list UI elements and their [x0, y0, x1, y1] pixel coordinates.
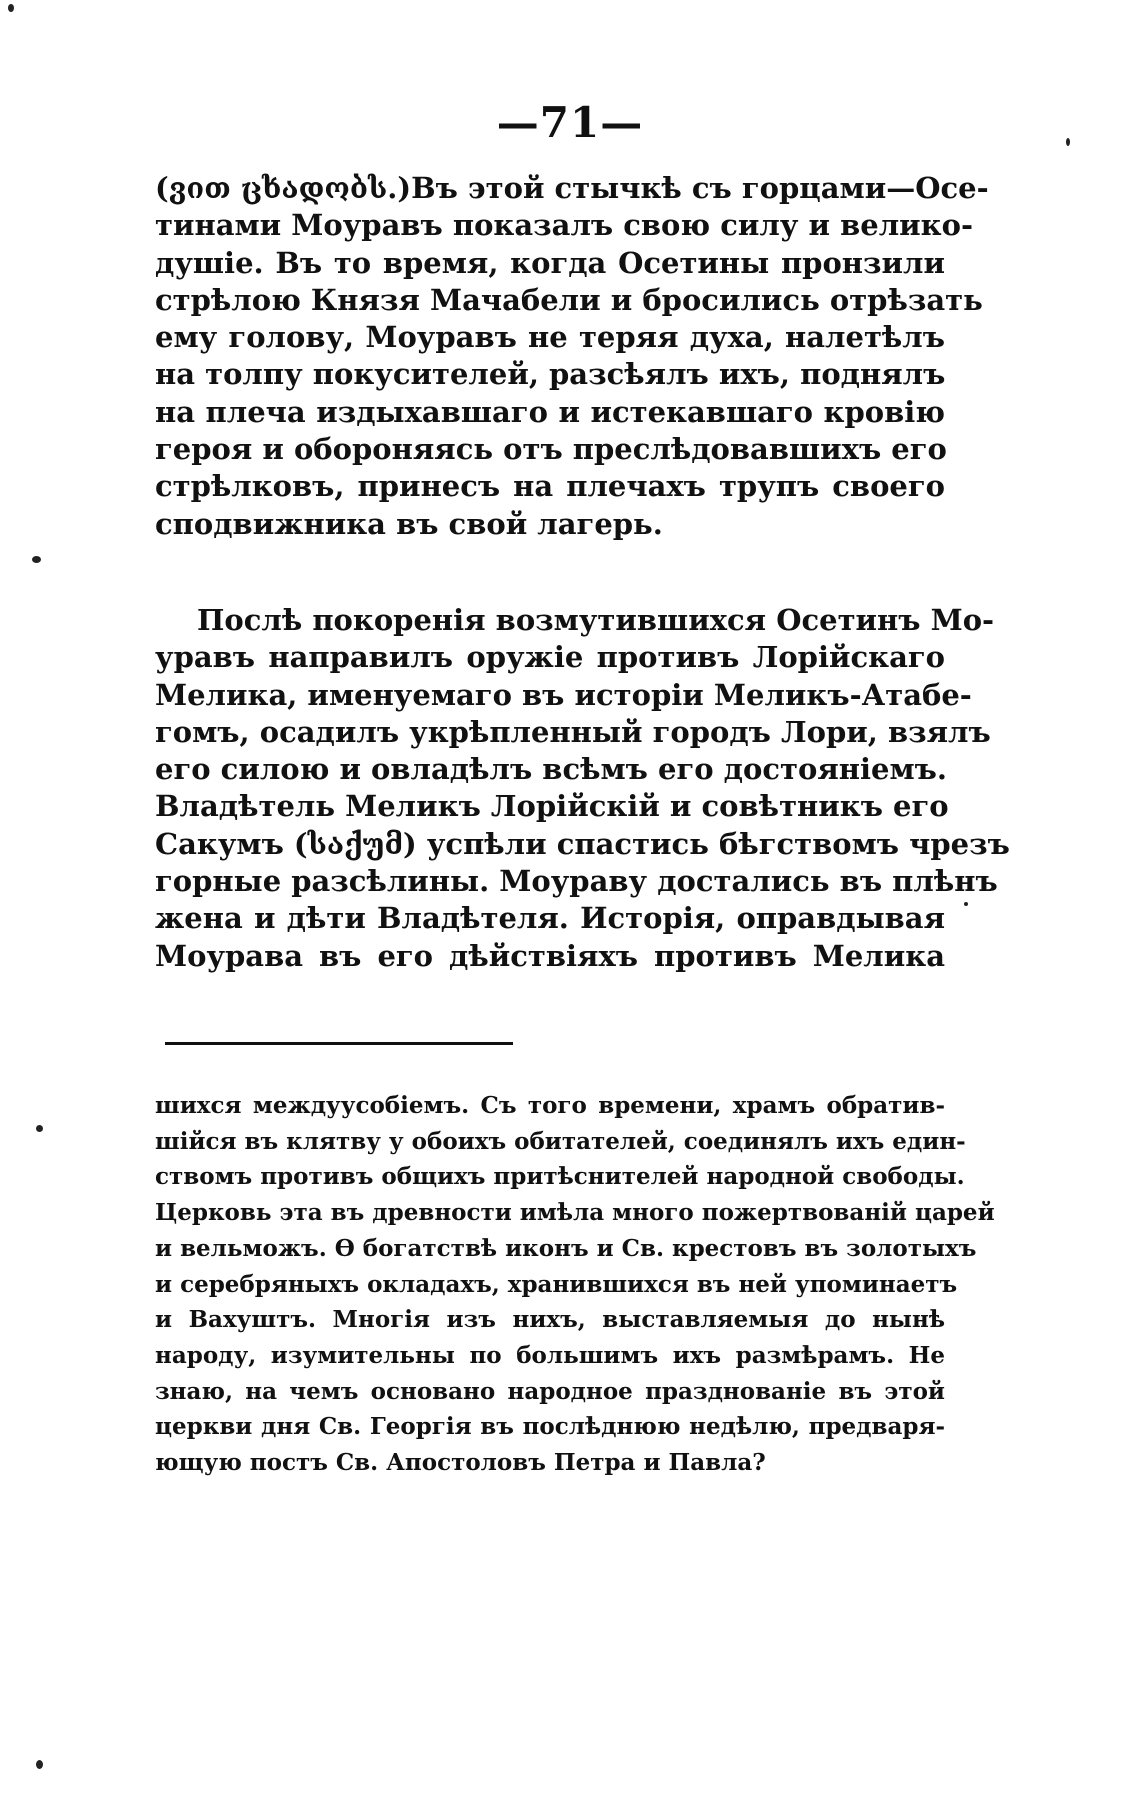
text-line: на плеча издыхавшаго и истекавшаго кровію	[155, 394, 945, 429]
main-paragraph-2	[155, 602, 1010, 975]
text-line: стрѣлою Князя Мачабели и бросились отрѣзать	[155, 282, 983, 317]
text-line: Послѣ покоренія возмутившихся Осетинъ Мо-	[197, 603, 995, 637]
text-line: (ვით ცხადობს.)Въ этой стычкѣ съ горцами—Осе-	[155, 171, 989, 205]
scan-speck	[964, 902, 968, 906]
footnote-line: и серебряныхъ окладахъ, хранившихся въ ней упоминаетъ	[155, 1270, 958, 1298]
text-line: Владѣтель Меликъ Лорійскій и совѣтникъ его	[155, 789, 949, 824]
text-line: сподвижника въ свой лагерь.	[155, 506, 663, 541]
scan-speck	[36, 1760, 43, 1769]
text-line: на толпу покусителей, разсѣялъ ихъ, поднялъ	[155, 357, 946, 392]
text-line: душіе. Въ то время, когда Осетины пронзили	[155, 245, 945, 280]
footnote-line: и вельможъ. Ѳ богатствѣ иконъ и Св. крестовъ въ золотыхъ	[155, 1234, 977, 1262]
footnote-line: и Вахуштъ. Многія изъ нихъ, выставляемыя до нынѣ	[155, 1306, 945, 1334]
footnote	[155, 1088, 995, 1481]
text-line: горные разсѣлины. Моураву достались въ плѣнъ	[155, 864, 998, 899]
text-line: гомъ, осадилъ укрѣпленный городъ Лори, взялъ	[155, 714, 991, 749]
page-number: —71—	[496, 98, 644, 147]
footnote-line: Церковь эта въ древности имѣла много пожертвованій царей	[155, 1199, 995, 1227]
scan-speck	[1066, 138, 1070, 146]
scan-speck	[32, 556, 41, 563]
footnote-divider	[165, 1042, 513, 1045]
text-line: Моурава въ его дѣйствіяхъ противъ Мелика	[155, 938, 945, 973]
text-line: ему голову, Моуравъ не теряя духа, налетѣлъ	[155, 320, 945, 355]
scan-speck	[8, 4, 14, 12]
footnote-line: знаю, на чемъ основано народное празднованіе въ этой	[155, 1377, 945, 1405]
footnote-line: церкви дня Св. Георгія въ послѣднюю недѣлю, предваря-	[155, 1413, 945, 1441]
footnote-line: шихся междуусобіемъ. Съ того времени, храмъ обратив-	[155, 1092, 945, 1119]
text-line: жена и дѣти Владѣтеля. Исторія, оправдывая	[155, 901, 945, 936]
text-line: героя и обороняясь отъ преслѣдовавшихъ его	[155, 432, 947, 467]
text-line: уравъ направилъ оружіе противъ Лорійскаго	[155, 640, 945, 675]
footnote-line: народу, изумительны по большимъ ихъ размѣрамъ. Не	[155, 1341, 945, 1369]
footnote-line: ющую постъ Св. Апостоловъ Петра и Павла?	[155, 1449, 766, 1477]
text-line: стрѣлковъ, принесъ на плечахъ трупъ своего	[155, 469, 945, 504]
text-line: Сакумъ (საქუმ) успѣли спастись бѣгствомъ чрезъ	[155, 826, 1010, 861]
text-line: тинами Моуравъ показалъ свою силу и велико-	[155, 208, 973, 243]
scan-speck	[36, 1125, 43, 1132]
main-paragraph-1	[155, 170, 989, 543]
footnote-line: ствомъ противъ общихъ притѣснителей народной свободы.	[155, 1163, 965, 1191]
text-line: его силою и овладѣлъ всѣмъ его достояніемъ.	[155, 752, 947, 787]
footnote-line: шійся въ клятву у обоихъ обитателей, соединялъ ихъ един-	[155, 1127, 966, 1155]
text-line: Мелика, именуемаго въ исторіи Меликъ-Атабе-	[155, 677, 972, 712]
